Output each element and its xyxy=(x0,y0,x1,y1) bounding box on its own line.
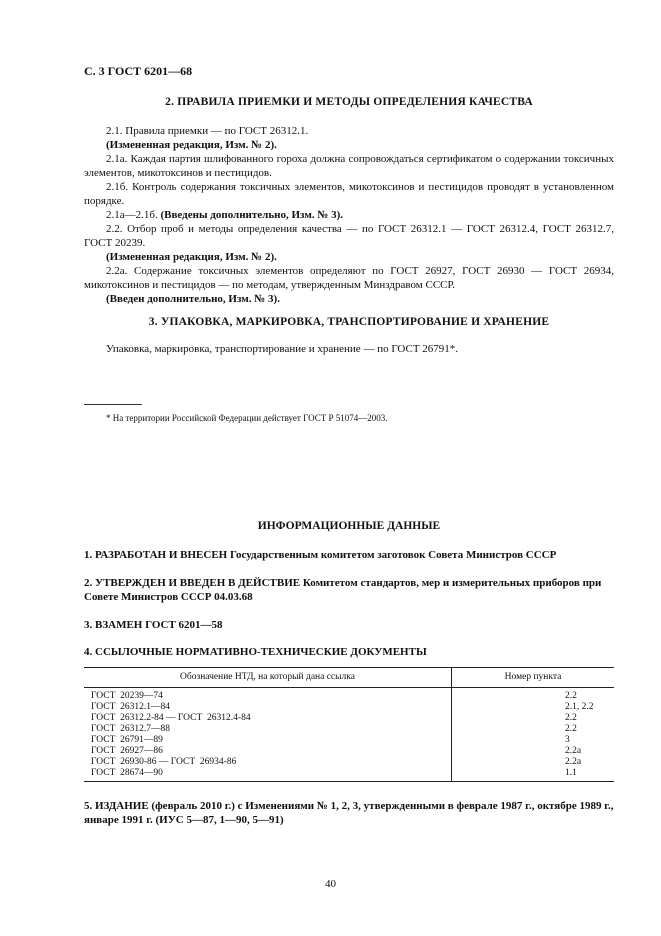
paragraph-2-1-note: (Измененная редакция, Изм. № 2). xyxy=(106,139,277,151)
info-item-1 xyxy=(84,548,614,562)
paragraph-2-1: 2.1. Правила приемки — по ГОСТ 26312.1. xyxy=(106,125,309,137)
table-header-row xyxy=(84,668,614,688)
table-cell-designation: ГОСТ 26312.2-84 — ГОСТ 26312.4-84 xyxy=(84,713,452,724)
running-header: С. 3 ГОСТ 6201—68 xyxy=(84,64,193,78)
table-cell-clause: 2.2 xyxy=(565,691,577,701)
paragraph-2-2-note: (Измененная редакция, Изм. № 2). xyxy=(106,251,277,263)
table-cell-clause: 1.1 xyxy=(452,768,615,782)
paragraph-2-1a-2-1b xyxy=(84,208,614,222)
info-item-2 xyxy=(84,576,614,604)
table-row xyxy=(84,724,614,735)
paragraph-2-1a-2-1b-note: (Введены дополнительно, Изм. № 3). xyxy=(160,209,344,221)
table-cell-clause: 2.2 xyxy=(565,724,577,734)
paragraph-2-1a-2-1b-prefix: 2.1а—2.1б. xyxy=(106,209,158,221)
table-row xyxy=(84,757,614,768)
table-cell-clause: 2.1, 2.2 xyxy=(565,702,594,712)
table-row xyxy=(84,768,614,782)
table-cell-designation: ГОСТ 26312.7—88 xyxy=(84,724,452,735)
page-number: 40 xyxy=(325,878,336,890)
info-item-5-num: 5. xyxy=(84,800,93,812)
section-3-title: 3. УПАКОВКА, МАРКИРОВКА, ТРАНСПОРТИРОВАНИЕ И ХРАНЕНИЕ xyxy=(148,316,550,328)
table-row xyxy=(84,713,614,724)
table-header-clause: Номер пункта xyxy=(452,668,615,688)
footnote-divider xyxy=(84,404,142,405)
table-cell-clause: 3 xyxy=(565,735,570,745)
info-item-3-num: 3. xyxy=(84,619,93,631)
info-item-2-text: Комитетом стандартов, мер и измерительных приборов при Совете Министров СССР 04.03.68 xyxy=(84,577,602,603)
info-item-1-head: РАЗРАБОТАН И ВНЕСЕН xyxy=(95,549,228,561)
table-row xyxy=(84,735,614,746)
info-item-2-num: 2. xyxy=(84,577,93,589)
info-item-4-num: 4. xyxy=(84,646,93,658)
info-item-2-head: УТВЕРЖДЕН И ВВЕДЕН В ДЕЙСТВИЕ xyxy=(95,577,301,589)
table-cell-clause: 2.2 xyxy=(565,713,577,723)
table-row xyxy=(84,702,614,713)
info-item-5-text: (февраль 2010 г.) с Изменениями № 1, 2, 3, утвержденными в феврале 1987 г., октябре 1989 г., январе 1991 г. (ИУС 5—87, 1—90, 5—91) xyxy=(84,800,614,826)
info-title: ИНФОРМАЦИОННЫЕ ДАННЫЕ xyxy=(257,520,441,532)
table-cell-designation: ГОСТ 28674—90 xyxy=(84,768,452,782)
table-header-designation: Обозначение НТД, на который дана ссылка xyxy=(84,668,452,688)
info-item-3-text: ВЗАМЕН ГОСТ 6201—58 xyxy=(95,619,223,631)
paragraph-2-1b: 2.1б. Контроль содержания токсичных элементов, микотоксинов и пестицидов проводят в установленном порядке. xyxy=(84,181,614,207)
table-row xyxy=(84,688,614,703)
table-row xyxy=(84,746,614,757)
table-cell-clause: 2.2а xyxy=(565,746,582,756)
info-item-1-text: Государственным комитетом заготовок Совета Министров СССР xyxy=(229,549,557,561)
info-item-5 xyxy=(84,799,614,827)
paragraph-2-2a-note: (Введен дополнительно, Изм. № 3). xyxy=(106,293,280,305)
paragraph-2-2: 2.2. Отбор проб и методы определения качества — по ГОСТ 26312.1 — ГОСТ 26312.4, ГОСТ 26312.7, ГОСТ 20239. xyxy=(84,223,614,249)
section-3-text: Упаковка, маркировка, транспортирование и хранение — по ГОСТ 26791*. xyxy=(106,343,459,355)
info-item-4 xyxy=(84,645,614,659)
references-table xyxy=(84,667,614,782)
table-cell-designation: ГОСТ 26312.1—84 xyxy=(84,702,452,713)
table-cell-clause: 2.2а xyxy=(565,757,582,767)
info-item-4-text: ССЫЛОЧНЫЕ НОРМАТИВНО-ТЕХНИЧЕСКИЕ ДОКУМЕНТЫ xyxy=(95,646,427,658)
table-cell-designation: ГОСТ 26927—86 xyxy=(84,746,452,757)
info-item-3 xyxy=(84,618,614,632)
section-2-title: 2. ПРАВИЛА ПРИЕМКИ И МЕТОДЫ ОПРЕДЕЛЕНИЯ КАЧЕСТВА xyxy=(165,96,533,108)
table-cell-designation: ГОСТ 26791—89 xyxy=(84,735,452,746)
table-cell-designation: ГОСТ 20239—74 xyxy=(84,688,452,703)
table-cell-designation: ГОСТ 26930-86 — ГОСТ 26934-86 xyxy=(84,757,452,768)
footnote: * На территории Российской Федерации действует ГОСТ Р 51074—2003. xyxy=(106,413,388,423)
info-item-5-head: ИЗДАНИЕ xyxy=(95,800,149,812)
info-item-1-num: 1. xyxy=(84,549,93,561)
paragraph-2-1a: 2.1а. Каждая партия шлифованного гороха должна сопровождаться сертификатом о содержании токсичных элементов, микотоксинов и пестицидов. xyxy=(84,153,614,179)
paragraph-2-2a: 2.2а. Содержание токсичных элементов определяют по ГОСТ 26927, ГОСТ 26930 — ГОСТ 26934, микотоксинов и пестицидов — по методам, утвержденным Минздравом СССР. xyxy=(84,265,614,291)
